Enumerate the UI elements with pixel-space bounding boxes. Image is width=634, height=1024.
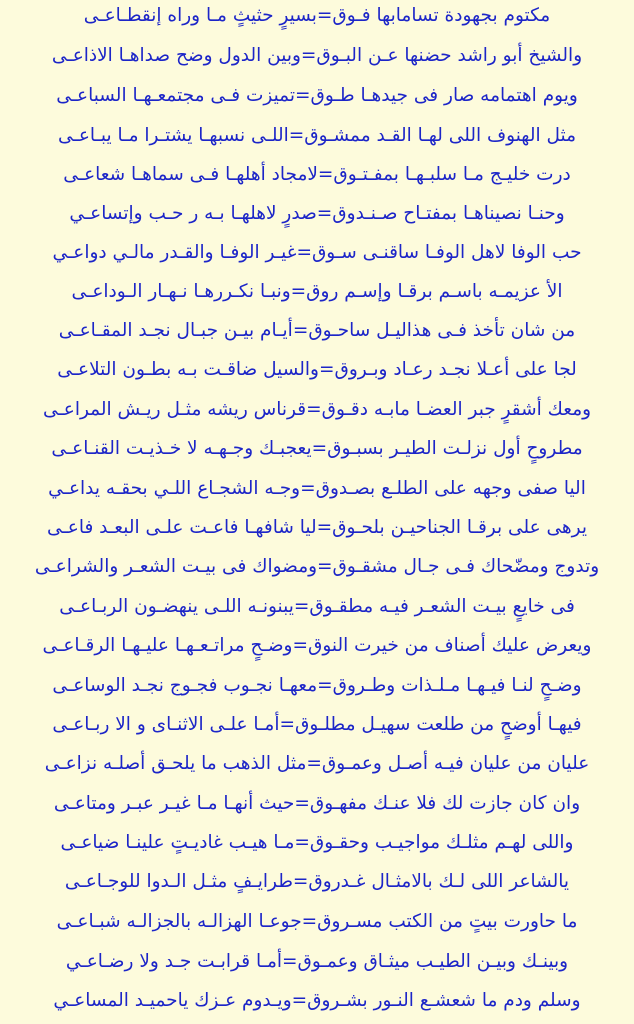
verse-line: من شان تأخذ فـى هذاليـل ساحـوق=أيـام بيـن جبـال نجـد المقـاعـى <box>58 320 576 341</box>
verse-line: وان كان جازت لك فلا عنـك مفهـوق=حيث أنهـا مـا غيـر عبـر ومتاعـى <box>53 793 581 814</box>
verse-line: وحنـا نصيناهـا بمفتـاح صـنـدوق=صدرٍ لاهلهـا بـه ر حـب وإتساعـي <box>69 203 565 224</box>
verse-line: مطروحٍ أول نزلـت الطيـر بسبـوق=يعجبـك وجـهـه لا خـذيـت القنـاعـى <box>51 438 583 459</box>
verse-line: يالشاعر اللى لـك بالامثـال غـدروق=طرايـفٍ مثـل الـدوا للوجـاعـى <box>64 871 570 892</box>
verse-line: فيهـا أوضحٍ من طلعت سهيـل مطلـوق=أمـا علـى الاثنـاى و الا ربـاعـى <box>52 714 582 735</box>
verse-line: وضـحٍ لنـا فيـهـا مـلـذات وطـروق=معهـا نجـوب فجـوج نجـد الوساعـى <box>52 675 582 696</box>
verse-line: وبينـك وبيـن الطيـب ميثـاق وعمـوق=أمـا قرابـت جـد ولا رضـاعـي <box>65 951 569 972</box>
verse-line: مثل الهنوف اللى لهـا القـد ممشـوق=اللـى نسبهـا يشتـرا مـا يبـاعـى <box>58 125 576 146</box>
verse-line: مكتوم بجهودة تساماب‍ها فـوق=بسيرٍ حثيثٍ مـا وراه إنقطـاعـى <box>83 5 551 26</box>
verse-line: حب الوفا لاهل الوفـا ساقنـى سـوق=غيـر الوفـا والقـدر مالـي دواعـي <box>52 242 582 263</box>
verse-line: والشيخ أبو راشد حضنها عـن البـوق=وبين الدول وضح صداهـا الاذاعـى <box>51 45 583 66</box>
verse-line: ومعك أشقرٍ جبر العضـا مابـه دقـوق=قرناس ريشه مثـل ريـش المراعـى <box>42 399 592 420</box>
verse-line: ويعرض عليك أصناف من خيرت النوق=وضـحٍ مراتـعـهـا عليـهـا الرقـاعـى <box>42 635 592 656</box>
verse-line: واللى لهـم مثلـك مواجيـب وحقـوق=مـا هيـب غاديـتٍ علينـا ضياعـى <box>60 832 574 853</box>
verse-line: يرهى على برقـا الجناحيـن بلحـوق=ليا شافهـا فاعـت علـى البعـد فاعـى <box>46 517 588 538</box>
verse-line: فى خايعٍ بيـت الشعـر فيـه مطقـوق=يبنونـه اللـى ينهضـون الربـاعـى <box>59 596 575 617</box>
verse-line: ويوم اهتمامه صار فى جيدهـا طـوق=تميزت فـى مجتمعـهـا السباعـى <box>56 85 578 106</box>
verse-line: درت خليـج مـا سلبـهـا بمفـتـوق=لامجاد أهلهـا فـى سماهـا شعاعـى <box>63 164 571 185</box>
verse-line: عليان من عليان فيـه أصـل وعمـوق=مثل الذهب ما يلحـق أصلـه نزاعـى <box>44 753 590 774</box>
verse-line: اليا صفى وجهه على الطلـع بصـدوق=وجـه الشجـاع اللـي بحقـه يداعـي <box>48 478 586 499</box>
verse-line: لجا على أعـلا نجـد رعـاد وبـروق=والسيل ضاقـت بـه بطـون التلاعـى <box>57 359 577 380</box>
verse-line: وسلم ودم ما شعشـع النـور بشـروق=ويـدوم عـزك ياحميـد المساعـي <box>53 990 581 1011</box>
verse-line: ما حاورت بيتٍ من الكتب مسـروق=جوعـا الهزالـه بالجزالـه شبـاعـى <box>56 911 578 932</box>
verse-line: الأ عزيمـه باسـم برقـا وإسـم روق=ونبـا نكـررهـا نـهـار الـوداعـى <box>71 281 563 302</box>
verse-line: وتدوج ومضّحاك فـى جـال مشقـوق=ومضواك فى بيـت الشعـر والشراعـى <box>34 556 600 577</box>
